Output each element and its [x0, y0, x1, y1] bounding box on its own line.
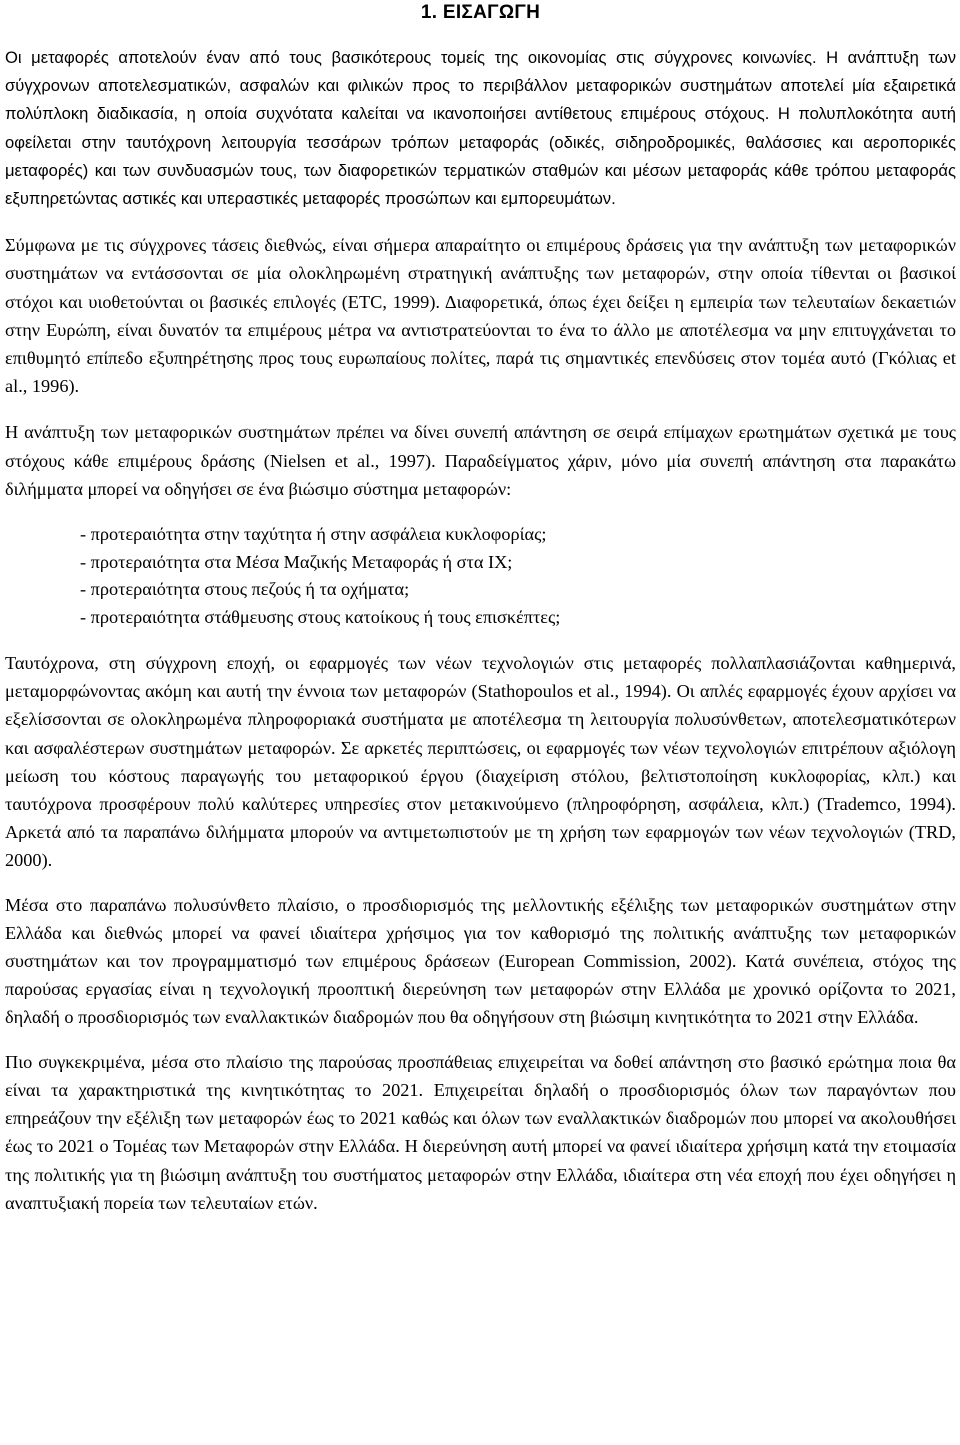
list-item: - προτεραιότητα στάθμευσης στους κατοίκους ή τους επισκέπτες; [80, 606, 561, 627]
list-item: - προτεραιότητα στα Μέσα Μαζικής Μεταφοράς ή στα ΙΧ; [80, 551, 513, 572]
list-item: - προτεραιότητα στην ταχύτητα ή στην ασφάλεια κυκλοφορίας; [80, 524, 547, 545]
paragraph-intro: Οι μεταφορές αποτελούν έναν από τους βασικότερους τομείς της οικονομίας στις σύγχρονες κοινωνίες. Η ανάπτυξη των σύγχρονων αποτελεσματικών, ασφαλών και φιλικών προς το περιβάλλον μεταφορικών συστημάτων αποτελεί μία εξαιρετικά πολύπλοκη διαδικασία, η οποία συχνότατα καλείται να ικανοποιήσει αντίθετους επιμέρους στόχους. Η πολυπλοκότητα αυτή οφείλεται στην ταυτόχρονη λειτουργία τεσσάρων τρόπων μεταφοράς (οδικές, σιδηροδρομικές, θαλάσσιες και αεροπορικές μεταφορές) και των συνδυασμών τους, των διαφορετικών τερματικών σταθμών και μέσων μεταφοράς κάθε τρόπου μεταφοράς εξυπηρετώντας αστικές και υπεραστικές μεταφορές προσώπων και εμπορευμάτων. [5, 48, 956, 209]
paragraph-specifics: Πιο συγκεκριμένα, μέσα στο πλαίσιο της παρούσας προσπάθειας επιχειρείται να δοθεί απάντηση στο βασικό ερώτημα ποια θα είναι τα χαρακτηριστικά της κινητικότητας το 2021. Επιχειρείται δηλαδή ο προσδιορισμός όλων των παραγόντων που επηρεάζουν την εξέλιξη των μεταφορών έως το 2021 καθώς και όλων των εναλλακτικών διαδρομών που μπορεί να ακολουθήσει έως το 2021 ο Τομέας των Μεταφορών στην Ελλάδα. Η διερεύνηση αυτή μπορεί να φανεί ιδιαίτερα χρήσιμη κατά την ετοιμασία της πολιτικής για τη βιώσιμη ανάπτυξη του συστήματος μεταφορών στην Ελλάδα, ιδιαίτερα στη νέα εποχή που έχει οδηγήσει η αναπτυξιακή πορεία των τελευταίων ετών. [5, 1051, 956, 1213]
paragraph-technologies: Ταυτόχρονα, στη σύγχρονη εποχή, οι εφαρμογές των νέων τεχνολογιών στις μεταφορές πολλαπλασιάζονται καθημερινά, μεταμορφώνοντας ακόμη και αυτή την έννοια των μεταφορών (Stathopoulos et al., 1994). Οι απλές εφαρμογές έχουν αρχίσει να εξελίσσονται σε ολοκληρωμένα πληροφοριακά συστήματα με αποτέλεσμα τη λειτουργία πολυσύνθετων, αποτελεσματικότερων και ασφαλέστερων συστημάτων μεταφορών. Σε αρκετές περιπτώσεις, οι εφαρμογές των νέων τεχνολογιών επιτρέπουν αξιόλογη μείωση του κόστους παραγωγής του μεταφορικού έργου (διαχείριση στόλου, βελτιστοποίηση κυκλοφορίας, κλπ.) και ταυτόχρονα προσφέρουν πολύ καλύτερες υπηρεσίες στον μετακινούμενο (πληροφόρηση, ασφάλεια, κλπ.) (Trademco, 1994). Αρκετά από τα παραπάνω διλήμματα μπορούν να αντιμετωπιστούν με τη χρήση των εφαρμογών των νέων τεχνολογιών (TRD, 2000). [5, 653, 956, 871]
section-title: 1. ΕΙΣΑΓΩΓΗ [420, 2, 541, 23]
paragraph-objective: Μέσα στο παραπάνω πολυσύνθετο πλαίσιο, ο προσδιορισμός της μελλοντικής εξέλιξης των μεταφορικών συστημάτων στην Ελλάδα και διεθνώς μπορεί να φανεί ιδιαίτερα χρήσιμος για τον καθορισμό της πολιτικής ανάπτυξης των μεταφορικών συστημάτων και τον προγραμματισμό των επιμέρους δράσεων (European Commission, 2002). Κατά συνέπεια, στόχος της παρούσας εργασίας είναι η τεχνολογική προοπτική διερεύνηση των μεταφορών στην Ελλάδα με χρονικό ορίζοντα το 2021, δηλαδή ο προσδιορισμός των εναλλακτικών διαδρομών που θα οδηγήσουν στη βιώσιμη κινητικότητα το 2021 στην Ελλάδα. [5, 894, 956, 1028]
paragraph-dilemmas: Η ανάπτυξη των μεταφορικών συστημάτων πρέπει να δίνει συνεπή απάντηση σε σειρά επίμαχων ερωτημάτων σχετικά με τους στόχους κάθε επιμέρους δράσης (Nielsen et al., 1997). Παραδείγματος χάριν, μόνο μία συνεπή απάντηση στα παρακάτω διλήμματα μπορεί να οδηγήσει σε ένα βιώσιμο σύστημα μεταφορών: [5, 422, 956, 499]
paragraph-spacer [5, 631, 956, 649]
paragraph-spacer [5, 400, 956, 418]
paragraph-spacer [5, 503, 956, 521]
paragraph-spacer [5, 1032, 956, 1048]
paragraph-strategy: Σύμφωνα με τις σύγχρονες τάσεις διεθνώς, είναι σήμερα απαραίτητο οι επιμέρους δράσεις για την ανάπτυξη των μεταφορικών συστημάτων να εντάσσονται σε μία ολοκληρωμένη στρατηγική ανάπτυξης των μεταφορών, στην οποία τίθενται οι βασικοί στόχοι και υιοθετούνται οι βασικές επιλογές (ETC, 1999). Διαφορετικά, όπως έχει δείξει η εμπειρία των τελευταίων δεκαετιών στην Ευρώπη, είναι δυνατόν τα επιμέρους μέτρα να αντιστρατεύονται το ένα το άλλο με αποτέλεσμα να μην επιτυγχάνεται το επιθυμητό επίπεδο εξυπηρέτησης προς τους ευρωπαίους πολίτες, παρά τις σημαντικές επενδύσεις στον τομέα αυτό (Γκόλιας et al., 1996). [5, 235, 956, 397]
list-item: - προτεραιότητα στους πεζούς ή τα οχήματα; [80, 579, 410, 600]
dilemma-list [5, 521, 956, 631]
paragraph-spacer [5, 875, 956, 891]
paragraph-spacer [5, 213, 956, 231]
